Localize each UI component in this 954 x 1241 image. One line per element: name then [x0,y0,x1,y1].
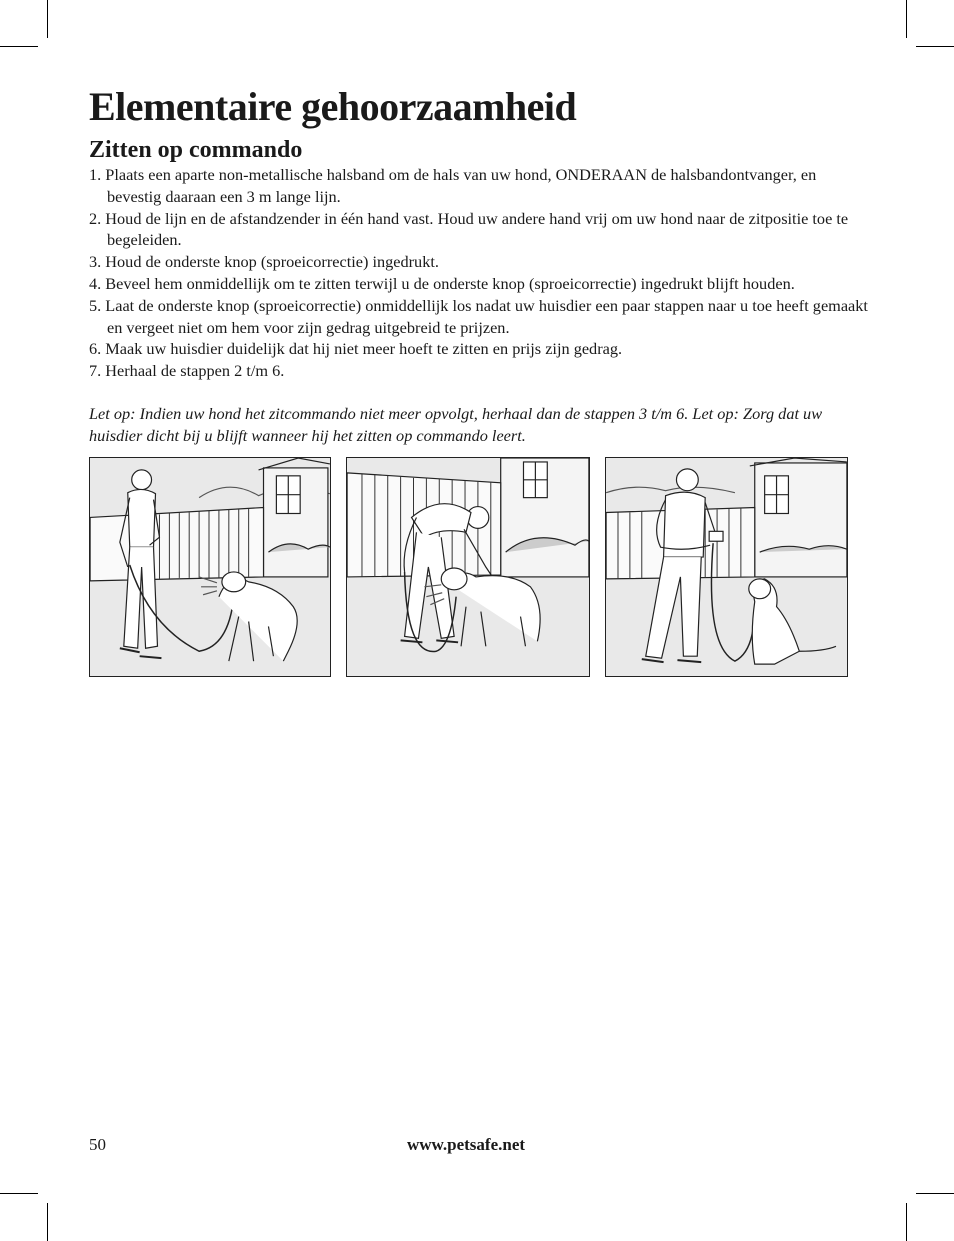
crop-mark [47,0,48,38]
crop-mark [47,1203,48,1241]
crop-mark [906,0,907,38]
crop-mark [906,1203,907,1241]
page-title: Elementaire gehoorzaamheid [89,84,577,129]
crop-mark [0,1193,38,1194]
step-item: 2. Houd de lijn en de afstandzender in één hand vast. Houd uw andere hand vrij om uw hond naar de zitpositie toe te begeleiden. [89,208,849,250]
man-with-sitting-dog-illustration [605,457,848,677]
step-item: 4. Beveel hem onmiddellijk om te zitten terwijl u de onderste knop (sproeicorrectie) ingedrukt blijft houden. [89,273,795,293]
step-item: 5. Laat de onderste knop (sproeicorrectie) onmiddellijk los nadat uw huisdier een paar stappen naar u toe heeft gemaakt en vergeet niet om hem voor zijn gedrag uitgebreid te prijzen. [89,295,868,337]
section-title: Zitten op commando [89,137,303,163]
note-text: Let op: Indien uw hond het zitcommando niet meer opvolgt, herhaal dan de stappen 3 t/m 6. Let op: Zorg dat uw huisdier dicht bij u blijft wanneer hij het zitten op commando leert. [89,404,823,445]
steps-list [89,164,869,382]
step-item: 3. Houd de onderste knop (sproeicorrectie) ingedrukt. [89,252,439,272]
crop-mark [916,1193,954,1194]
crop-mark [916,46,954,47]
page-number: 50 [89,1135,106,1154]
step-item: 1. Plaats een aparte non-metallische halsband om de hals van uw hond, ONDERAAN de halsbandontvanger, en bevestig daaraan een 3 m lange lijn. [89,165,817,206]
step-item: 6. Maak uw huisdier duidelijk dat hij niet meer hoeft te zitten en prijs zijn gedrag. [89,339,623,359]
footer-url[interactable]: www.petsafe.net [407,1135,526,1154]
crop-mark [0,46,38,47]
man-guiding-dog-illustration [346,457,590,677]
man-with-standing-dog-illustration [89,457,331,677]
step-item: 7. Herhaal de stappen 2 t/m 6. [89,361,285,381]
